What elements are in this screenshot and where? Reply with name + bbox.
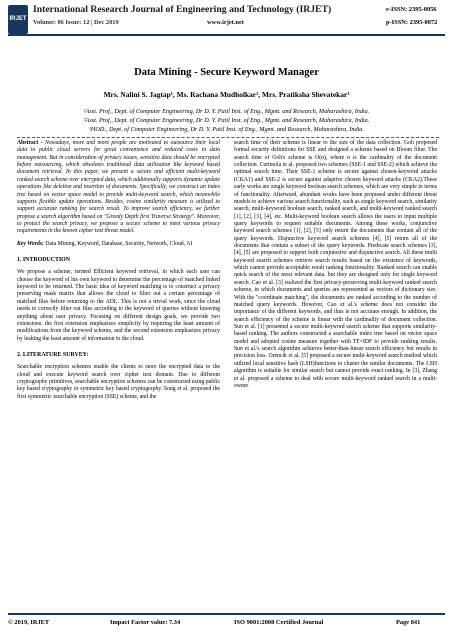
- abstract-text: Nowadays, more and more people are motivated to outsource their local data to public cloud servers for great convenience and reduced costs in data management. But in consideration of privacy issues, sensitive data should be encrypted before outsourcing, which obsoletes traditional data utilization like keyword based document retrieval. In this paper, we present a secure and efficient multi-keyword ranked search scheme over encrypted data, which additionally supports dynamic update operations like deletion and insertion of documents. Specifically, we construct an index tree based on vector space model to provide multi-keyword search, which meanwhile supports flexible update operations. Besides, cosine similarity measure is utilized to support accurate ranking for search result. To improve search efficiency, we further propose a search algorithm based on "Greedy Depth first Traverse Strategy". Moreover, to protect the search privacy, we propose a secure scheme to meet various privacy requirements in the known cipher text threat model.: [17, 140, 220, 235]
- keywords-label: Key Words:: [17, 240, 44, 247]
- affiliation-2: ²Asst. Prof., Dept. of Computer Engineering, Dr D. Y. Patil Inst. of Eng., Mgmt. and Research, Maharashtra, India.: [83, 117, 370, 124]
- right-column: [234, 140, 437, 395]
- keywords-text: Data Mining, Keyword, Database, Security, Network, Cloud, AI: [45, 240, 193, 247]
- p-issn: p-ISSN: 2395-0072: [386, 19, 438, 26]
- introduction-heading: 1. INTRODUCTION: [17, 257, 71, 264]
- title-separator: [17, 137, 439, 138]
- footer-impact-factor: Impact Factor value: 7.34: [110, 619, 181, 626]
- footer-copyright: © 2019, IRJET: [8, 619, 50, 626]
- literature-survey-text: Searchable encryption schemes enable the clients to store the encrypted data to the cloud and execute keyword search over cipher text domain. Due to different cryptography primitives, searchable encryption schemes can be constructed using public key based cryptography or symmetric key based cryptography. Song et al. proposed the first symmetric searchable encryption (SSE) scheme, and the: [17, 364, 220, 400]
- left-column: [17, 140, 220, 406]
- affiliation-3: ³HOD., Dept. of Computer Engineering, Dr D. Y. Patil Inst. of Eng., Mgmt. and Research, Maharashtra, India.: [89, 126, 364, 133]
- header-rule: [8, 34, 445, 36]
- introduction-text: We propose a scheme, termed Efficient keyword retrieval, in which each user can choose the keyword of his own keyword to determine the percentage of matched linked keyword to be returned. The basic idea of keyword matching is to construct a privacy preserving mask matrix that allows the cloud to filter out a certain percentage of matched files before returning to the ADL. This is not a trivial work, since the cloud needs to correctly filter out files according to the keyword of queries without knowing anything about user privacy. Focusing on different design goals, we provide two extensions: the first extension emphasizes simplicity by requiring the least amount of modifications from the keyword scheme, and the second extension emphasizes privacy by leaking the least amount of information to the cloud.: [17, 269, 220, 342]
- footer-rule: [8, 613, 445, 615]
- footer-page-number: Page 841: [396, 619, 421, 626]
- keywords: [17, 241, 220, 248]
- journal-website[interactable]: www.irjet.net: [207, 19, 244, 26]
- journal-logo: IRJET: [8, 5, 28, 34]
- footer-iso: ISO 9001:2008 Certified Journal: [234, 619, 324, 626]
- literature-survey-continued: search time of their scheme is linear to the size of the data collection. Goh proposed formal security definitions for SSE and designed a scheme based on Bloom filter. The search time of Goh's scheme is O(n), where n is the cardinality of the document collection. Curtmola et al. proposed two schemes (SSE-1 and SSE-2) which achieve the optimal search time. Their SSE-1 scheme is secure against chosen-keyword attacks (CKA1) and SSE-2 is secure against adaptive chosen keyword attacks (CKA2).These early works are single keyword boolean search schemes, which are very simple in terms of functionality. Afterward, abundant works have been proposed under different threat models to achieve various search functionality, such as single keyword search, similarity search, multi-keyword boolean search, ranked search, and multi-keyword ranked search [1], [2], [3], [4], etc. Multi-keyword boolean search allows the users to input multiple query keywords to request suitable documents. Among these works, conjunctive keyword search schemes [1], [2], [5] only return the documents that contain all of the query keywords. Disjunctive keyword search schemes [4], [5] return all of the documents that contain a subset of the query keywords. Predicate search schemes [3], [4], [5] are proposed to support both conjunctive and disjunctive search. All these multi keyword search schemes retrieve search results based on the existence of keywords, which cannot provide acceptable result ranking functionality. Ranked search can enable quick search of the most relevant data. but they are designed only for single keyword search. Cao et al. [3] realized the first privacy-preserving multi-keyword ranked search scheme, in which documents and queries are represented as vectors of dictionary size. With the "coordinate matching", the documents are ranked according to the number of matched query keywords. However, Cao et al.'s scheme does not consider the importance of the different keywords, and thus is not accurate enough. In addition, the search efficiency of the scheme is linear with the cardinality of document collection. Sun et al. [1] presented a secure multi-keyword search scheme that supports similarity-based ranking. The authors constructed a searchable index tree based on vector space model and adopted cosine measure together with TF×IDF to provide ranking results. Sun et al.'s search algorithm achieves better-than-linear search efficiency but results in precision loss. Orencik et al. [5] proposed a secure multi-keyword search method which utilized local sensitive hash (LSH)functions to cluster the similar documents. The LSH algorithm is suitable for similar search but cannot provide exact ranking. In [3], Zhang et al. proposed a scheme to deal with secure multi-keyword ranked search in a multi-owner: [234, 140, 437, 389]
- abstract: [17, 140, 220, 236]
- abstract-label: Abstract -: [17, 140, 43, 146]
- e-issn: e-ISSN: 2395-0056: [386, 6, 437, 13]
- journal-header: [0, 0, 453, 40]
- paper-title: Data Mining - Secure Keyword Manager: [134, 67, 319, 78]
- paper-authors: Mrs. Nalini S. Jagtap¹, Ms. Rachana Mudholkar², Mrs. Pratiksha Shevatekar³: [103, 90, 350, 99]
- journal-title: International Research Journal of Engineering and Technology (IRJET): [33, 4, 332, 15]
- affiliation-1: ¹Asst. Prof., Dept. of Computer Engineering, Dr D. Y. Patil Inst. of Eng., Mgmt. and Research, Maharashtra, India.: [83, 108, 370, 115]
- volume-info: Volume: 06 Issue: 12 | Dec 2019: [33, 19, 119, 26]
- literature-survey-heading: 2. LITERATURE SURVEY:: [17, 351, 89, 358]
